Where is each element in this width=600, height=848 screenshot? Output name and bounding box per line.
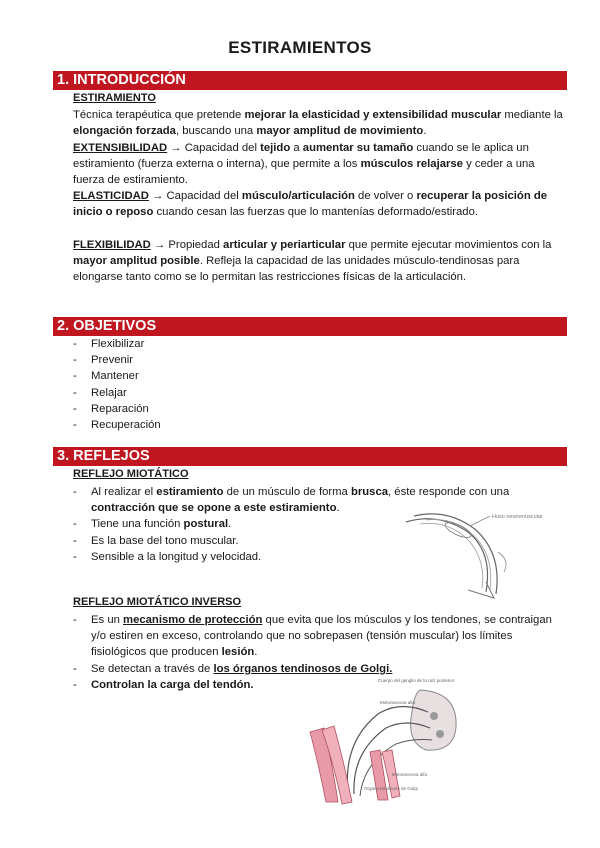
list-item: - Relajar (73, 385, 565, 401)
muscle-spindle-figure (398, 502, 570, 602)
section-heading-introduccion: 1. INTRODUCCIÓN (53, 71, 567, 90)
paragraph-estiramiento: Técnica terapéutica que pretende mejorar la elasticidad y extensibilidad muscular mediante la elongación forzada, buscando una mayor amplitud de movimiento. (73, 109, 563, 138)
subheading-reflejo-miotatico-inverso: REFLEJO MIOTÁTICO INVERSO (73, 596, 242, 608)
hand-outline (468, 582, 494, 598)
list-item: - Recuperación (73, 417, 565, 433)
list-item: - Se detectan a través de los órganos tendinosos de Golgi. (73, 661, 565, 677)
neuron-body (430, 712, 438, 720)
list-item: - Sensible a la longitud y velocidad. (73, 549, 565, 565)
section-heading-objetivos: 2. OBJETIVOS (53, 317, 567, 336)
section-heading-reflejos: 3. REFLEJOS (53, 447, 567, 466)
fig2-label: Cuerpo del ganglio de la raíz posterior (378, 678, 455, 683)
paragraph-elasticidad: ELASTICIDAD → Capacidad del músculo/articulación de volver o recuperar la posición de inicio o reposo cuando cesan las fuerzas que lo mantenías deformado/estirado. (73, 190, 548, 219)
paragraph-flexibilidad: FLEXIBILIDAD → Propiedad articular y periarticular que permite ejecutar movimientos con la mayor amplitud posible. Refleja la capacidad de las unidades músculo-tendinosas para elongarse tanto como se lo permitan las restricciones físicas de la articulación. (73, 239, 552, 284)
muscle-fiber (420, 523, 483, 588)
list-item: - Es un mecanismo de protección que evita que los músculos y los tendones, se contraigan y/o estiren en exceso, controlando que no sobrepasen (tensión muscular) los límites fisiológicos que producen lesión. (73, 612, 565, 661)
fig2-label: Motoneurona alfa (380, 700, 416, 705)
neuron-body (436, 730, 444, 738)
subheading-estiramiento: ESTIRAMIENTO (73, 92, 156, 104)
pointer-line (470, 516, 490, 526)
list-item: - Reparación (73, 401, 565, 417)
subheading-reflejo-miotatico: REFLEJO MIOTÁTICO (73, 468, 189, 480)
muscle-fiber (426, 519, 491, 590)
list-item: - Prevenir (73, 352, 565, 368)
spindle-shape (443, 520, 473, 541)
list-item: - Controlan la carga del tendón. (73, 677, 565, 693)
list-item: - Al realizar el estiramiento de un músculo de forma brusca, éste responde con una contracción que se opone a este estiramiento. (73, 484, 565, 516)
list-item: - Flexibilizar (73, 336, 565, 352)
fig2-label: Motoneurona alfa (392, 772, 428, 777)
paragraph-extensibilidad: EXTENSIBILIDAD → Capacidad del tejido a aumentar su tamaño cuando se le aplica un estiramiento (fuerza externa o interna), que permite a los músculos relajarse y ceder a una fuerza de estiramiento. (73, 142, 535, 187)
page-title: ESTIRAMIENTOS (228, 38, 372, 57)
objetivos-list (73, 336, 565, 433)
fig1-label: Huso neuromuscular (492, 514, 543, 520)
golgi-reflex-figure (308, 672, 468, 812)
muscle-outline (414, 514, 497, 594)
spinal-cord (411, 690, 456, 750)
nerve-line (498, 552, 506, 572)
list-item: - Mantener (73, 368, 565, 384)
list-item: - Es la base del tono muscular. (73, 533, 565, 549)
fig2-label: Órgano tendinoso de Golgi (364, 786, 418, 791)
list-item: - Tiene una función postural. (73, 516, 565, 532)
